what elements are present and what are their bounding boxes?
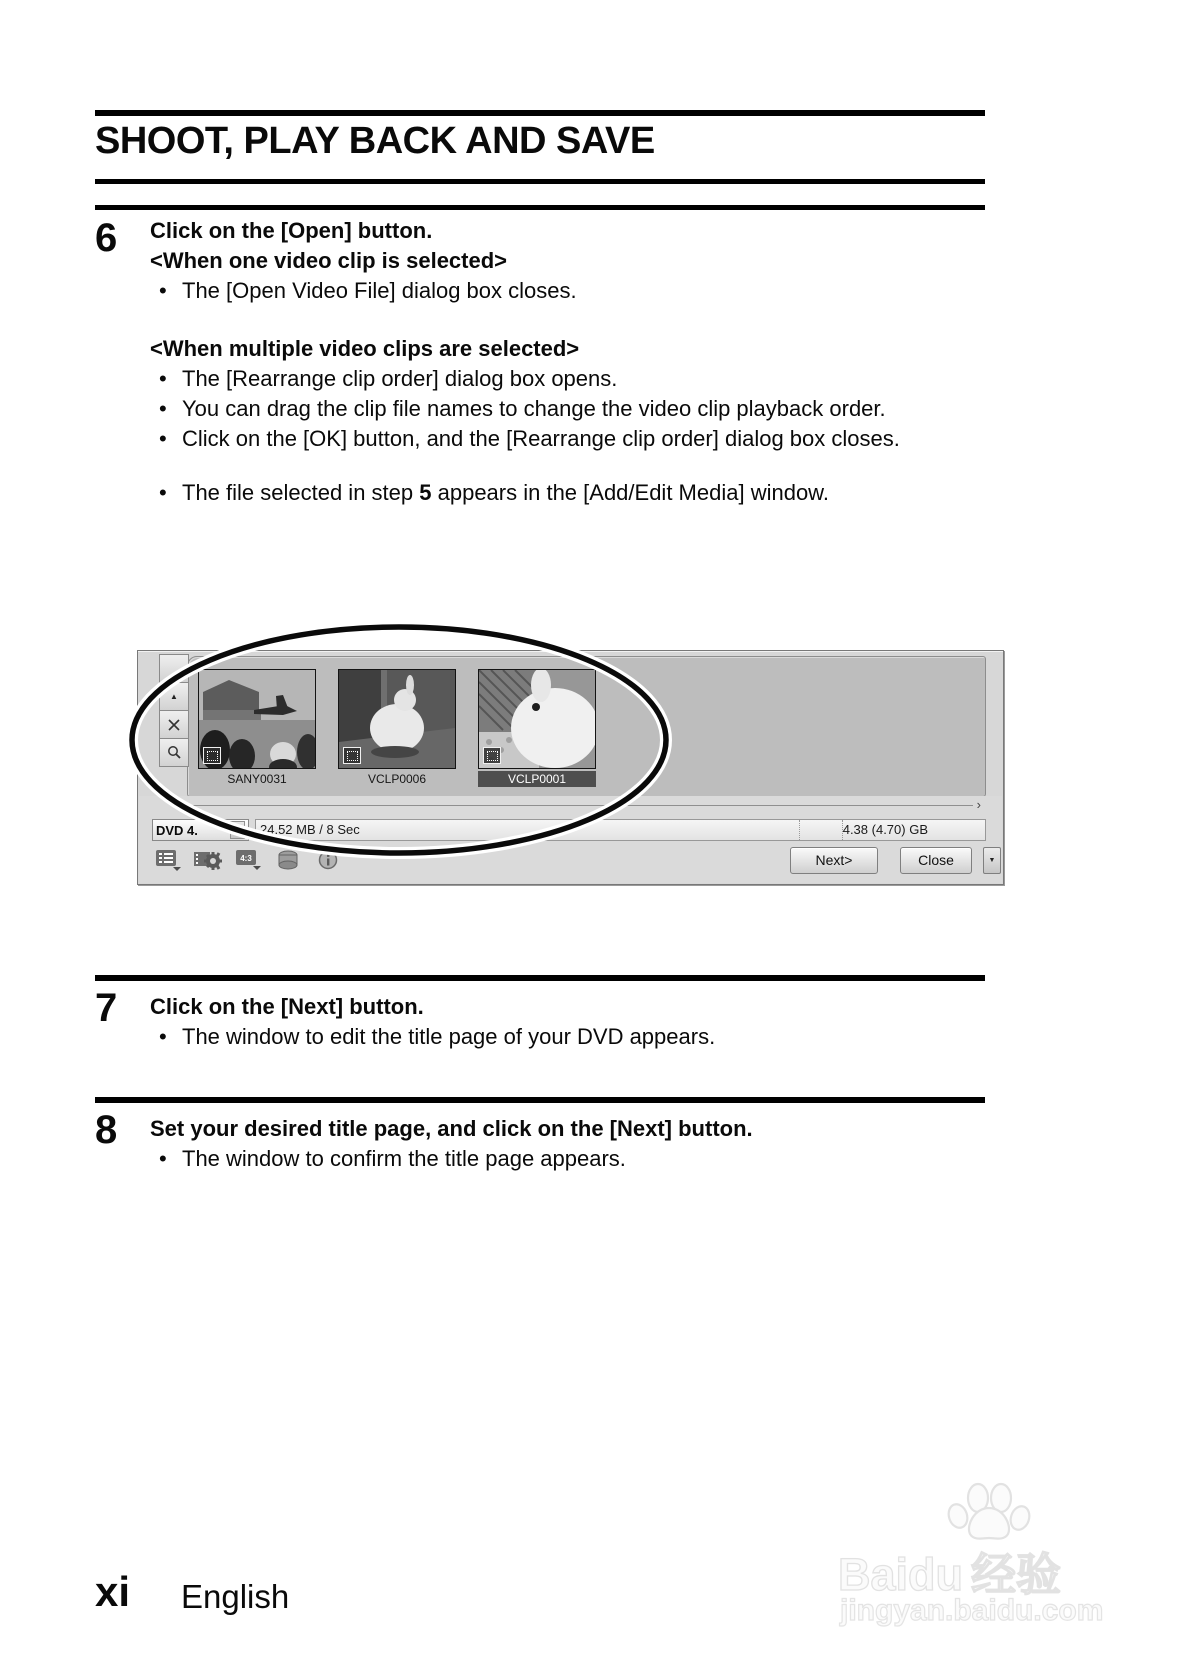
bullet-item: • The [Open Video File] dialog box closes. — [150, 276, 950, 306]
page-number: xi — [95, 1568, 131, 1615]
step-6-content — [150, 216, 950, 508]
bullet-item: • You can drag the clip file names to change the video clip playback order. — [150, 394, 950, 424]
preview-clip-button[interactable] — [159, 738, 189, 767]
disc-type-dropdown[interactable] — [152, 819, 249, 841]
gauge-divider — [799, 820, 800, 840]
scroll-right-icon[interactable]: › — [976, 797, 981, 812]
watermark-url: jingyan.baidu.com — [840, 1594, 1104, 1627]
note-bullets — [150, 478, 950, 508]
step-divider — [95, 975, 985, 981]
step-6-number: 6 — [95, 216, 118, 260]
step-divider — [95, 1097, 985, 1103]
move-up-button[interactable] — [159, 682, 189, 711]
bullet-item: • The window to confirm the title page appears. — [150, 1144, 950, 1174]
step-divider — [95, 205, 985, 210]
clip-filename-selected: VCLP0001 — [478, 771, 596, 787]
spacer — [150, 454, 950, 478]
step-7-content — [150, 992, 950, 1052]
step-7-title: Click on the [Next] button. — [150, 994, 424, 1019]
used-space-text: 24.52 MB / 8 Sec — [260, 822, 360, 837]
info-icon — [318, 850, 338, 870]
window-toolbar — [152, 845, 1001, 875]
page-title: SHOOT, PLAY BACK AND SAVE — [95, 120, 655, 162]
language-label: English — [181, 1578, 290, 1615]
up-arrow-icon: ▲ — [170, 692, 178, 701]
film-icon — [343, 747, 361, 764]
clip-thumbnail-rabbit-cage — [478, 669, 596, 769]
step-8-number: 8 — [95, 1108, 118, 1152]
disc-type-value: DVD 4. — [156, 822, 198, 838]
close-button[interactable]: Close — [900, 847, 972, 874]
clip-item[interactable] — [198, 669, 316, 787]
step-7-bullets — [150, 1022, 950, 1052]
clip-filename: VCLP0006 — [367, 772, 427, 786]
menu-list-button[interactable] — [152, 847, 184, 873]
dropdown-arrow-icon[interactable]: ▼ — [230, 821, 245, 839]
note-bullet — [150, 478, 950, 508]
note-step-ref: 5 — [419, 480, 432, 505]
multi-clip-heading: <When multiple video clips are selected> — [150, 336, 580, 361]
bullet-item: • The window to edit the title page of your DVD appears. — [150, 1022, 950, 1052]
disc-usage-gauge — [255, 819, 986, 841]
film-icon — [483, 747, 501, 764]
clip-scrollbar[interactable] — [168, 798, 985, 812]
section-divider — [95, 110, 985, 116]
paw-icon — [936, 1482, 1036, 1540]
list-icon — [155, 849, 181, 871]
capacity-text: 4.38 (4.70) GB — [842, 822, 928, 837]
film-gear-icon — [194, 848, 222, 872]
help-button[interactable] — [312, 847, 344, 873]
step-8-content — [150, 1114, 950, 1174]
add-edit-media-window — [137, 650, 1004, 885]
close-dropdown-button[interactable]: ▼ — [983, 847, 1001, 874]
bullet-item: • Click on the [OK] button, and the [Rearrange clip order] dialog box closes. — [150, 424, 950, 454]
capacity-status-row — [152, 819, 986, 841]
x-icon — [167, 718, 181, 732]
clip-item[interactable] — [338, 669, 456, 787]
magnifier-icon — [167, 745, 182, 760]
brand-chinese: 经验 — [971, 1549, 1062, 1600]
aspect-ratio-button[interactable] — [232, 847, 264, 873]
aspect-4-3-icon — [235, 849, 261, 871]
blank-button[interactable] — [159, 654, 189, 683]
video-settings-button[interactable] — [192, 847, 224, 873]
step-8-bullets — [150, 1144, 950, 1174]
clip-list — [198, 669, 596, 787]
clip-thumbnail-airplane — [198, 669, 316, 769]
next-button[interactable]: Next> — [790, 847, 878, 874]
delete-clip-button[interactable] — [159, 710, 189, 739]
brand-latin: Baidu — [838, 1549, 964, 1600]
film-icon — [203, 747, 221, 764]
note-suffix: appears in the [Add/Edit Media] window. — [431, 480, 829, 505]
spacer — [150, 306, 950, 334]
clip-tool-buttons — [159, 655, 189, 767]
bullet-item: • The [Rearrange clip order] dialog box opens. — [150, 364, 950, 394]
single-clip-heading: <When one video clip is selected> — [150, 248, 508, 273]
scrollbar-track[interactable] — [180, 805, 972, 806]
clip-filename: SANY0031 — [227, 772, 287, 786]
step-6-title: Click on the [Open] button. — [150, 218, 433, 243]
single-clip-bullets — [150, 276, 950, 306]
multi-clip-bullets — [150, 364, 950, 454]
clip-item-selected[interactable] — [478, 669, 596, 787]
disc-drive-icon — [276, 849, 300, 871]
clip-thumbnail-rabbit-dark — [338, 669, 456, 769]
section-divider — [95, 179, 985, 184]
note-prefix: The file selected in step — [182, 480, 420, 505]
scroll-left-icon[interactable]: ‹ — [172, 797, 177, 812]
disc-device-button[interactable] — [272, 847, 304, 873]
aspect-label-glyph: 4:3 — [240, 854, 252, 863]
step-7-number: 7 — [95, 986, 118, 1030]
step-8-title: Set your desired title page, and click on the [Next] button. — [150, 1116, 753, 1141]
